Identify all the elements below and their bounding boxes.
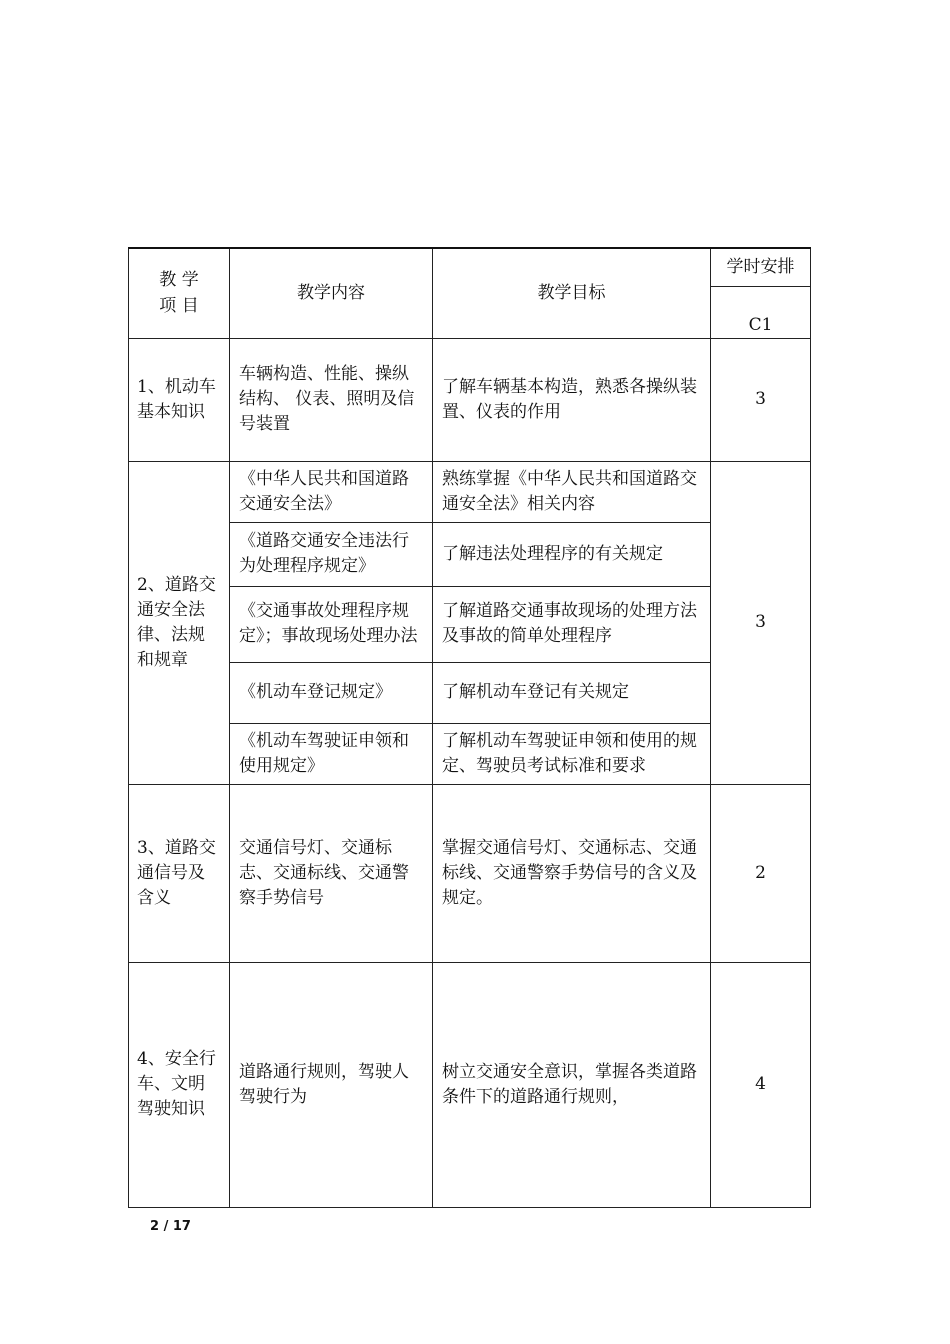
row-content: 道路通行规则，驾驶人驾驶行为 — [230, 962, 433, 1207]
table-row — [129, 461, 811, 522]
table-row — [129, 784, 811, 962]
row-content: 车辆构造、性能、操纵结构、 仪表、照明及信号装置 — [230, 338, 433, 461]
header-project-line2: 项 目 — [159, 296, 199, 317]
row-goal: 了解机动车驾驶证申领和使用的规定、驾驶员考试标准和要求 — [433, 723, 711, 784]
row-project: 2、道路交通安全法律、法规和规章 — [129, 461, 230, 784]
row-content: 交通信号灯、交通标志、交通标线、交通警察手势信号 — [230, 784, 433, 962]
table-row — [129, 662, 811, 723]
row-content: 《中华人民共和国道路交通安全法》 — [230, 461, 433, 522]
row-hours: 3 — [711, 338, 811, 461]
header-project — [129, 248, 230, 338]
teaching-plan-table — [128, 247, 811, 1208]
row-content: 《道路交通安全违法行为处理程序规定》 — [230, 522, 433, 586]
header-goal: 教学目标 — [433, 248, 711, 338]
table-row — [129, 586, 811, 662]
row-goal: 了解道路交通事故现场的处理方法及事故的简单处理程序 — [433, 586, 711, 662]
row-project: 1、机动车基本知识 — [129, 338, 230, 461]
row-project: 4、安全行车、文明驾驶知识 — [129, 962, 230, 1207]
table-row — [129, 723, 811, 784]
row-content: 《交通事故处理程序规定》；事故现场处理办法 — [230, 586, 433, 662]
header-content: 教学内容 — [230, 248, 433, 338]
row-content: 《机动车驾驶证申领和使用规定》 — [230, 723, 433, 784]
table-row — [129, 522, 811, 586]
row-hours: 3 — [711, 461, 811, 784]
row-goal: 熟练掌握《中华人民共和国道路交通安全法》相关内容 — [433, 461, 711, 522]
header-license-class: C1 — [711, 286, 811, 338]
row-goal: 了解车辆基本构造，熟悉各操纵装置、仪表的作用 — [433, 338, 711, 461]
row-content: 《机动车登记规定》 — [230, 662, 433, 723]
row-hours: 4 — [711, 962, 811, 1207]
row-goal: 了解机动车登记有关规定 — [433, 662, 711, 723]
page-number: 2 / 17 — [150, 1219, 191, 1234]
table-row — [129, 962, 811, 1207]
header-hours: 学时安排 — [711, 248, 811, 286]
header-project-line1: 教 学 — [159, 270, 199, 291]
row-hours: 2 — [711, 784, 811, 962]
row-goal: 了解违法处理程序的有关规定 — [433, 522, 711, 586]
row-goal: 掌握交通信号灯、交通标志、交通标线、交通警察手势信号的含义及规定。 — [433, 784, 711, 962]
row-goal: 树立交通安全意识，掌握各类道路条件下的道路通行规则， — [433, 962, 711, 1207]
row-project: 3、道路交通信号及含义 — [129, 784, 230, 962]
table-row — [129, 338, 811, 461]
